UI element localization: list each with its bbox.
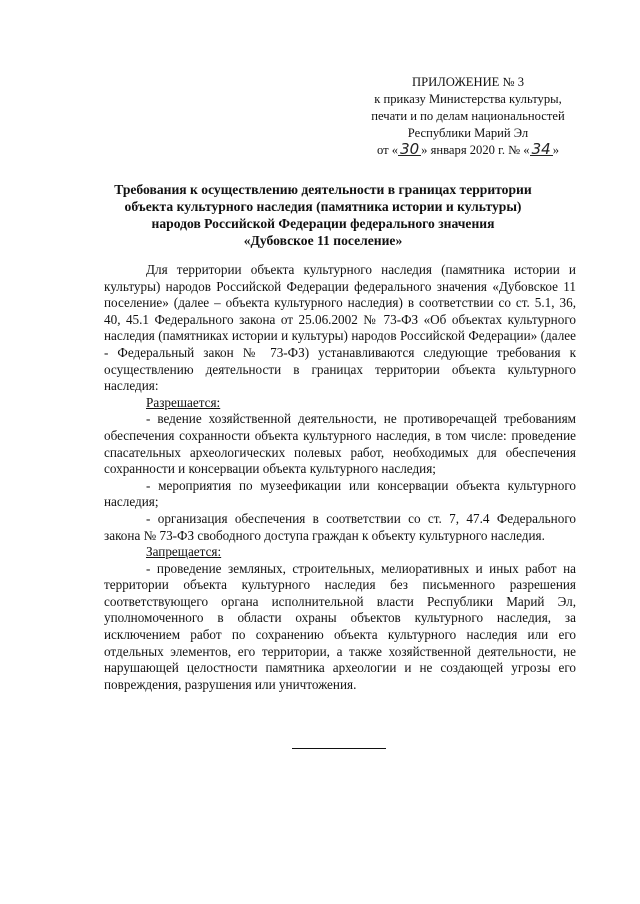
- title-line-4: «Дубовское 11 поселение»: [243, 233, 403, 248]
- title-line-2: объекта культурного наследия (памятника истории и культуры): [124, 199, 522, 214]
- title-line-1: Требования к осуществлению деятельности в границах территории: [114, 182, 532, 197]
- forbidden-item-1: - проведение земляных, строительных, мелиоративных и иных работ на территории объекта культурного наследия без письменного разрешения соответствующего органа исполнительной власти Республики Марий Эл, уполномоченного в области охраны объектов культурного наследия, за исключением работ по сохранению объекта культурного наследия или его отдельных элементов, его территории, а также хозяйственной деятельности, не нарушающей целостности памятника археологии и не создающей угрозы его повреждения, разрушения или уничтожения.: [104, 560, 576, 692]
- appendix-republic-line: Республики Марий Эл: [407, 126, 529, 140]
- date-prefix: от «: [376, 143, 399, 157]
- appendix-ministry-line: печати и по делам национальностей: [371, 109, 565, 123]
- appendix-title: ПРИЛОЖЕНИЕ № 3: [412, 75, 524, 89]
- handwritten-day: 30: [400, 140, 420, 158]
- handwritten-order-number: 34: [531, 140, 551, 158]
- allowed-item-1: - ведение хозяйственной деятельности, не противоречащей требованиям обеспечения сохранности объекта культурного наследия, в том числе: проведение спасательных археологических полевых работ, необходимых для обеспечения сохранности и консервации объекта культурного наследия;: [104, 411, 576, 477]
- date-middle: » января 2020 г. № «: [421, 143, 530, 157]
- document-body: [104, 262, 576, 693]
- appendix-order-line: к приказу Министерства культуры,: [374, 92, 562, 106]
- closing-rule: [292, 748, 386, 749]
- title-line-3: народов Российской Федерации федерального значения: [151, 216, 495, 231]
- appendix-date-line: [356, 142, 580, 159]
- allowed-item-3: - организация обеспечения в соответствии со ст. 7, 47.4 Федерального закона № 73-ФЗ свободного доступа граждан к объекту культурного наследия.: [104, 510, 576, 543]
- date-suffix: »: [552, 143, 559, 157]
- document-title: [80, 181, 566, 249]
- appendix-header: [356, 74, 580, 159]
- intro-paragraph: Для территории объекта культурного наследия (памятника истории и культуры) народов Российской Федерации федерального значения «Дубовское 11 поселение» (далее – объекта культурного наследия) в соответствии со ст. 5.1, 36, 40, 45.1 Федерального закона от 25.06.2002 № 73-ФЗ «Об объектах культурного наследия (памятниках истории и культуры) народов Российской Федерации» (далее - Федеральный закон № 73-ФЗ) устанавливаются следующие требования к осуществлению деятельности в границах территории объекта культурного наследия:: [104, 262, 576, 394]
- allowed-heading: Разрешается:: [146, 394, 221, 410]
- allowed-item-2: - мероприятия по музеефикации или консервации объекта культурного наследия;: [104, 477, 576, 510]
- forbidden-heading: Запрещается:: [146, 544, 222, 560]
